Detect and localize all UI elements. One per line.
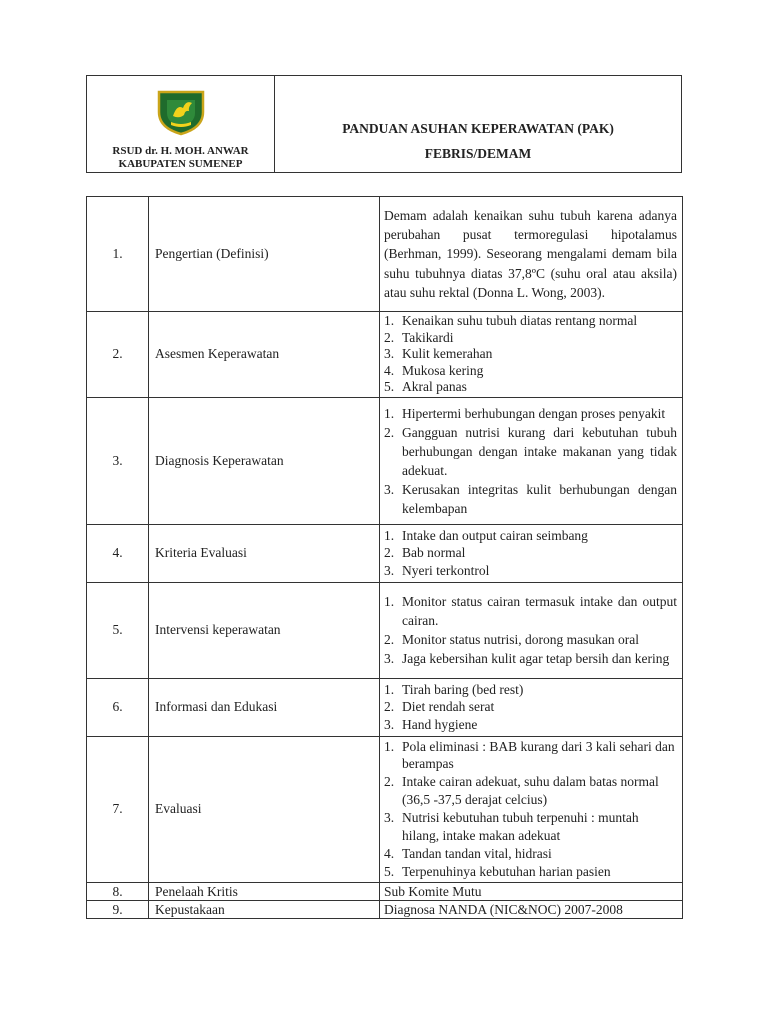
row-content	[380, 312, 683, 398]
list-item: 3. Nutrisi kebutuhan tubuh terpenuhi : muntah hilang, intake makan adekuat	[384, 810, 639, 844]
list-item: 4. Tandan tandan vital, hidrasi	[384, 845, 552, 861]
row-content: Diagnosa NANDA (NIC&NOC) 2007-2008	[380, 900, 683, 918]
hospital-name	[87, 145, 274, 171]
row-label: Asesmen Keperawatan	[149, 312, 380, 398]
row-label: Informasi dan Edukasi	[149, 678, 380, 736]
list-item-text: Nyeri terkontrol	[402, 562, 490, 578]
evaluation-list	[384, 738, 677, 881]
list-item-text: Intake cairan adekuat, suhu dalam batas normal (36,5 -37,5 derajat celcius)	[402, 774, 659, 808]
row-content	[380, 678, 683, 736]
table-row	[87, 397, 683, 524]
table-row	[87, 736, 683, 882]
list-item: 1. Pola eliminasi : BAB kurang dari 3 kali sehari dan berampas	[384, 738, 675, 772]
row-number: 5.	[87, 582, 149, 678]
list-item-text: Diet rendah serat	[402, 699, 495, 715]
list-item: 3. Kerusakan integritas kulit berhubungan dengan kelembapan	[384, 481, 677, 516]
care-guide-table	[86, 196, 683, 919]
list-item: 2. Monitor status nutrisi, dorong masukan oral	[384, 632, 639, 647]
row-label: Kepustakaan	[149, 900, 380, 918]
list-item-text: Akral panas	[402, 379, 467, 394]
row-content	[380, 736, 683, 882]
document-header	[86, 75, 682, 173]
list-item-text: Hand hygiene	[402, 716, 478, 732]
list-item: 2. Takikardi	[384, 329, 454, 345]
list-item: 2. Diet rendah serat	[384, 699, 495, 715]
table-row	[87, 582, 683, 678]
row-number: 7.	[87, 736, 149, 882]
row-content	[380, 397, 683, 524]
row-label: Diagnosis Keperawatan	[149, 397, 380, 524]
hospital-logo-icon	[155, 86, 207, 136]
list-item-text: Kenaikan suhu tubuh diatas rentang normal	[402, 313, 638, 328]
row-number: 8.	[87, 882, 149, 900]
row-label: Kriteria Evaluasi	[149, 524, 380, 582]
hospital-name-line2: KABUPATEN SUMENEP	[118, 158, 243, 170]
table-row	[87, 882, 683, 900]
list-item-text: Tandan tandan vital, hidrasi	[402, 845, 552, 861]
list-item-text: Pola eliminasi : BAB kurang dari 3 kali sehari dan berampas	[402, 738, 675, 772]
list-item: 2. Gangguan nutrisi kurang dari kebutuhan tubuh berhubungan dengan intake makanan yang tidak adekuat.	[384, 424, 677, 478]
table-row	[87, 678, 683, 736]
row-label: Pengertian (Definisi)	[149, 197, 380, 312]
list-item-text: Takikardi	[402, 329, 454, 345]
list-item-text: Terpenuhinya kebutuhan harian pasien	[402, 863, 611, 879]
table-row	[87, 312, 683, 398]
list-item: 2. Intake cairan adekuat, suhu dalam batas normal (36,5 -37,5 derajat celcius)	[384, 774, 659, 808]
row-number: 1.	[87, 197, 149, 312]
list-item-text: Nutrisi kebutuhan tubuh terpenuhi : muntah hilang, intake makan adekuat	[402, 810, 639, 844]
row-label: Penelaah Kritis	[149, 882, 380, 900]
document-title: PANDUAN ASUHAN KEPERAWATAN (PAK)	[342, 121, 614, 136]
list-item: 4. Mukosa kering	[384, 362, 484, 378]
hospital-name-line1: RSUD dr. H. MOH. ANWAR	[112, 145, 249, 157]
row-content	[380, 524, 683, 582]
list-item: 5. Akral panas	[384, 379, 467, 394]
list-item-text: Intake dan output cairan seimbang	[402, 527, 588, 543]
education-list	[384, 681, 677, 734]
assessment-list	[384, 313, 677, 396]
list-item-text: Jaga kebersihan kulit agar tetap bersih dan kering	[402, 651, 670, 666]
list-item-text: Hipertermi berhubungan dengan proses penyakit	[402, 405, 666, 421]
list-item-text: Bab normal	[402, 545, 466, 561]
list-item-text: Mukosa kering	[402, 362, 484, 378]
list-item: 3. Jaga kebersihan kulit agar tetap bersih dan kering	[384, 651, 670, 666]
list-item-text: Kerusakan integritas kulit berhubungan dengan kelembapan	[402, 481, 677, 516]
evaluation-criteria-list	[384, 527, 677, 580]
list-item: 2. Bab normal	[384, 545, 466, 561]
row-number: 6.	[87, 678, 149, 736]
list-item: 1. Tirah baring (bed rest)	[384, 681, 524, 697]
row-label: Intervensi keperawatan	[149, 582, 380, 678]
row-number: 4.	[87, 524, 149, 582]
list-item: 1. Hipertermi berhubungan dengan proses penyakit	[384, 405, 666, 421]
list-item: 3. Nyeri terkontrol	[384, 562, 490, 578]
list-item: 5. Terpenuhinya kebutuhan harian pasien	[384, 863, 611, 879]
diagnosis-list	[384, 404, 677, 518]
row-number: 3.	[87, 397, 149, 524]
definition-text: Demam adalah kenaikan suhu tubuh karena adanya perubahan pusat termoregulasi hipotalamus (Berhman, 1999). Seseorang mengalami demam bila suhu tubuhnya diatas 37,8ºC (suhu oral atau aksila) atau suhu rektal (Donna L. Wong, 2003).	[384, 207, 677, 300]
table-row	[87, 524, 683, 582]
list-item-text: Monitor status cairan termasuk intake dan output cairan.	[402, 594, 677, 628]
document-subtitle: FEBRIS/DEMAM	[424, 146, 532, 161]
row-label: Evaluasi	[149, 736, 380, 882]
list-item-text: Kulit kemerahan	[402, 346, 493, 361]
row-content: Sub Komite Mutu	[380, 882, 683, 900]
list-item: 3. Hand hygiene	[384, 716, 478, 732]
row-content	[380, 197, 683, 312]
row-number: 2.	[87, 312, 149, 398]
table-row	[87, 900, 683, 918]
list-item-text: Tirah baring (bed rest)	[402, 681, 524, 697]
list-item-text: Gangguan nutrisi kurang dari kebutuhan tubuh berhubungan dengan intake makanan yang tidak adekuat.	[402, 424, 677, 478]
row-number: 9.	[87, 900, 149, 918]
title-cell	[275, 76, 681, 172]
intervention-list	[384, 592, 677, 668]
row-content	[380, 582, 683, 678]
hospital-cell	[87, 76, 275, 172]
list-item: 1. Monitor status cairan termasuk intake dan output cairan.	[384, 594, 677, 628]
list-item: 1. Intake dan output cairan seimbang	[384, 527, 588, 543]
list-item: 3. Kulit kemerahan	[384, 346, 493, 361]
list-item-text: Monitor status nutrisi, dorong masukan oral	[402, 632, 639, 647]
list-item: 1. Kenaikan suhu tubuh diatas rentang normal	[384, 313, 638, 328]
table-row	[87, 197, 683, 312]
